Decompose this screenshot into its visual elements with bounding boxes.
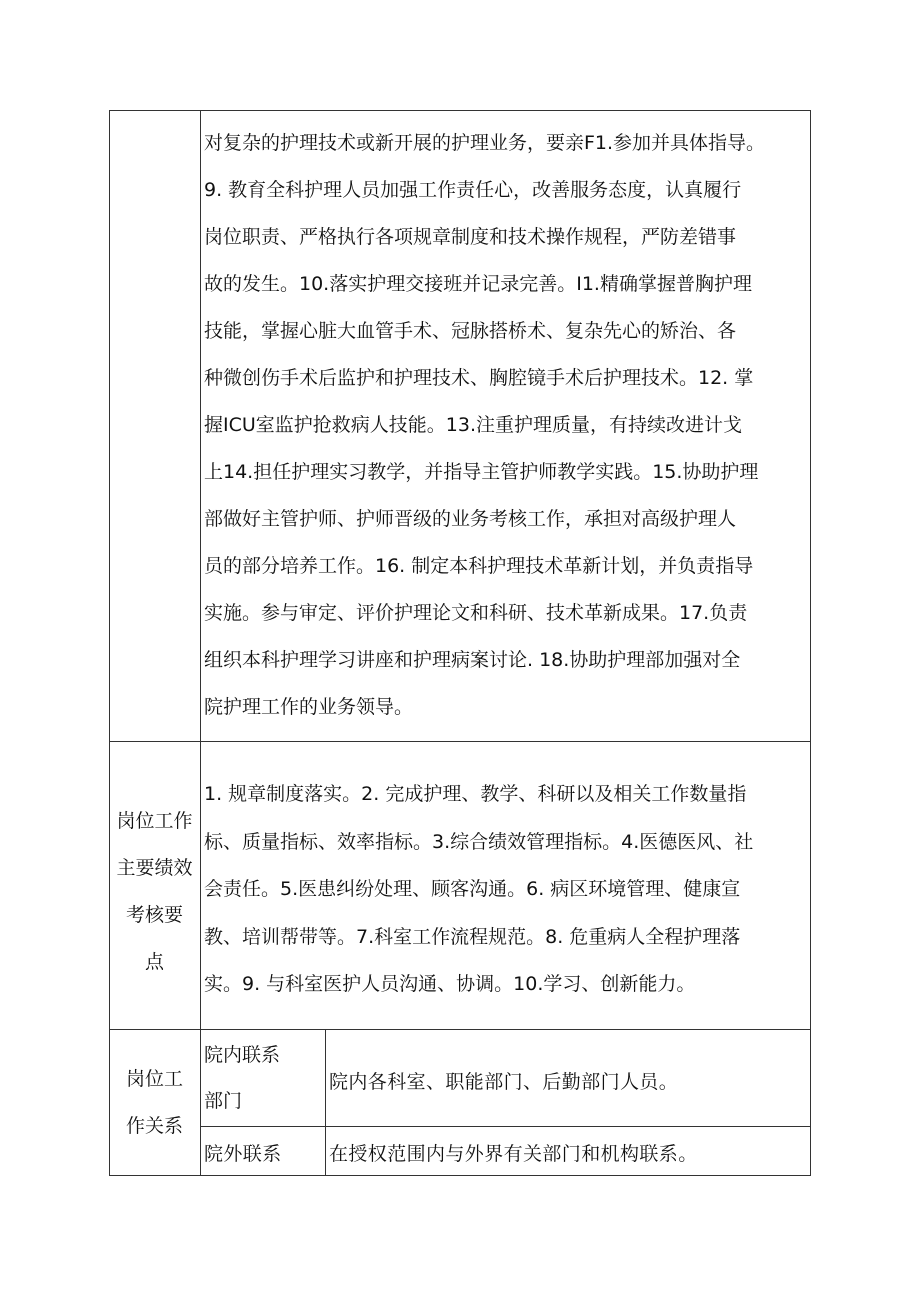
internal-contact-label: 院内联系 部门 — [204, 1044, 281, 1112]
duties-line: 实施。参与审定、评价护理论文和科研、技术革新成果。17.负责 — [204, 602, 748, 624]
row-divider-performance — [109, 1029, 811, 1030]
duties-line: 握ICU室监护抢救病人技能。13.注重护理质量，有持续改进计戈 — [204, 414, 742, 436]
table-border-right — [810, 110, 811, 1176]
row-divider-relations — [200, 1126, 811, 1127]
performance-line: 标、质量指标、效率指标。3.综合绩效管理指标。4.医德医风、社 — [204, 830, 754, 853]
relations-label: 岗位工 作关系 — [125, 1068, 183, 1137]
external-contact-label: 院外联系 — [204, 1143, 282, 1165]
duties-line: 员的部分培养工作。16. 制定本科护理技术革新计划，并负责指导 — [204, 555, 754, 577]
performance-line: 教、培训帮带等。7.科室工作流程规范。8. 危重病人全程护理落 — [204, 925, 741, 948]
performance-line: 实。9. 与科室医护人员沟通、协调。10.学习、创新能力。 — [204, 973, 696, 995]
table-border-bottom — [109, 1175, 811, 1176]
performance-text — [204, 771, 753, 1009]
duties-line: 对复杂的护理技术或新开展的护理业务，要亲F1.参加并具体指导。 — [204, 132, 766, 154]
external-contact-value: 在授权范围内与外界有关部门和机构联系。 — [329, 1143, 698, 1165]
job-description-table — [109, 110, 811, 1176]
duties-text — [204, 120, 765, 731]
duties-line: 组织本科护理学习讲座和护理病案讨论. 18.协助护理部加强对全 — [204, 649, 741, 671]
performance-line: 会责任。5.医患纠纷处理、顾客沟通。6. 病区环境管理、健康宣 — [204, 878, 741, 900]
duties-line: 9. 教育全科护理人员加强工作责任心，改善服务态度，认真履行 — [204, 179, 742, 201]
table-border-left — [109, 110, 110, 1176]
duties-line: 上14.担任护理实习教学，并指导主管护师教学实践。15.协助护理 — [204, 461, 759, 483]
table-border-top — [109, 110, 811, 111]
row-divider-duties — [109, 741, 811, 742]
duties-line: 种微创伤手术后监护和护理技术、胸腔镜手术后护理技术。12. 掌 — [204, 367, 754, 389]
performance-label: 岗位工作 主要绩效 考核要 点 — [116, 810, 193, 973]
internal-contact-value: 院内各科室、职能部门、后勤部门人员。 — [329, 1071, 679, 1093]
duties-line: 技能，掌握心脏大血管手术、冠脉搭桥术、复杂先心的矫治、各 — [204, 320, 737, 342]
relations-column-divider — [325, 1029, 326, 1176]
performance-line: 1. 规章制度落实。2. 完成护理、教学、科研以及相关工作数量指 — [204, 783, 747, 805]
column-divider — [200, 110, 201, 1176]
duties-line: 部做好主管护师、护师晋级的业务考核工作，承担对高级护理人 — [204, 508, 737, 530]
duties-line: 岗位职责、严格执行各项规章制度和技术操作规程，严防差错事 — [204, 226, 737, 248]
duties-line: 院护理工作的业务领导。 — [204, 696, 414, 718]
duties-line: 故的发生。10.落实护理交接班并记录完善。I1.精确掌握普胸护理 — [204, 273, 752, 295]
